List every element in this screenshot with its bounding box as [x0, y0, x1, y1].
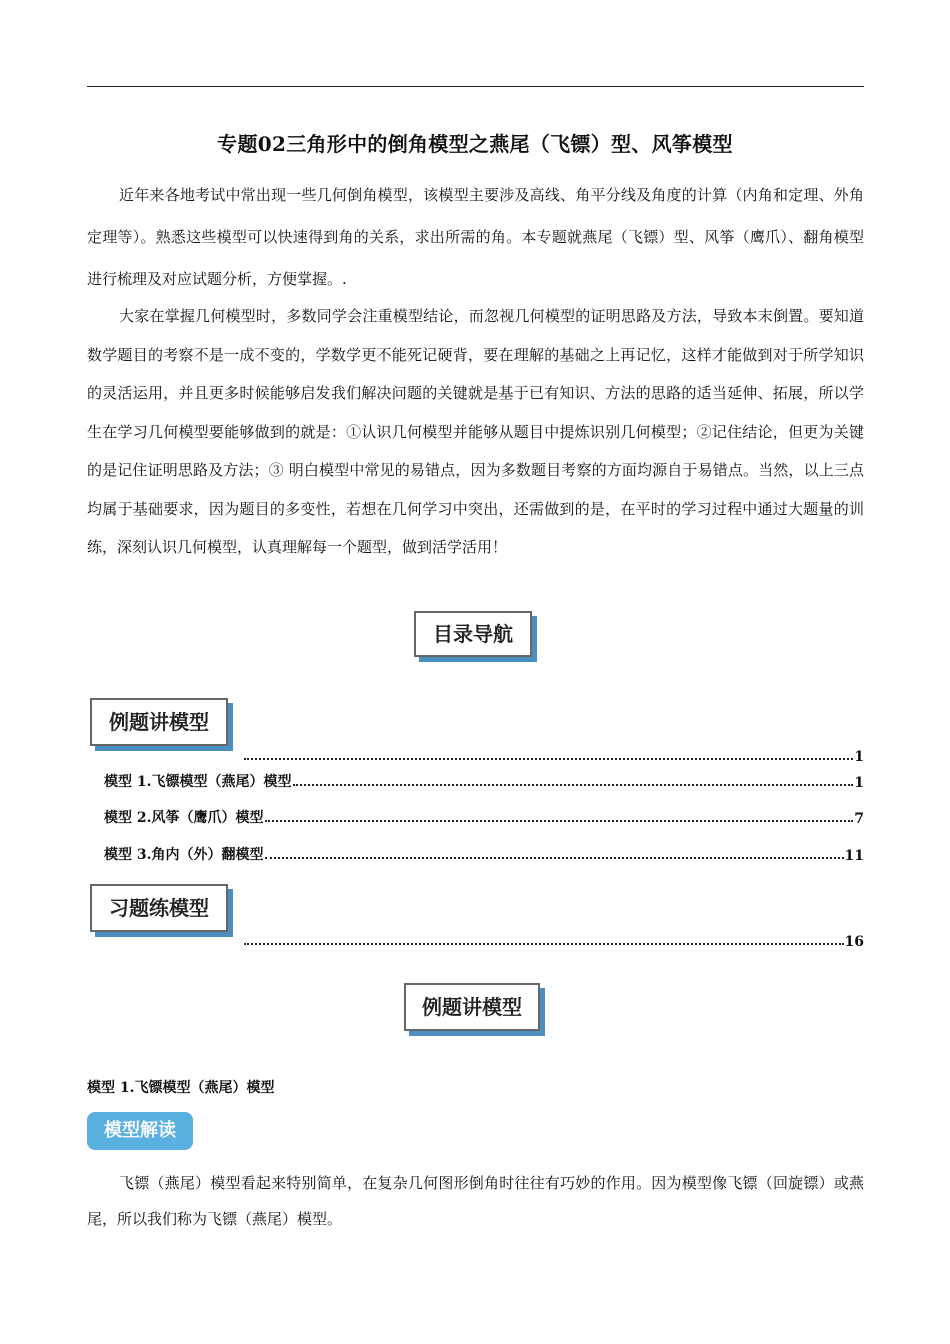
- toc-banner: 目录导航: [414, 611, 532, 657]
- model-interpretation-pill: 模型解读: [87, 1112, 193, 1150]
- leader-dots: [244, 758, 853, 760]
- section-banner: 例题讲模型: [404, 983, 540, 1031]
- section-paragraph: 飞镖（燕尾）模型看起来特别简单，在复杂几何图形倒角时往往有巧妙的作用。因为模型像飞镖（回旋镖）或燕尾，所以我们称为飞镖（燕尾）模型。: [87, 1174, 864, 1228]
- toc-entry-model-2[interactable]: [104, 805, 864, 827]
- toc-entry-model-1[interactable]: [104, 769, 864, 791]
- toc-page-number: 1: [854, 749, 864, 765]
- leader-dots: [265, 820, 854, 822]
- section-heading: 模型 1.飞镖模型（燕尾）模型: [87, 1080, 275, 1096]
- leader-dots: [244, 943, 844, 945]
- toc-entry-model-3[interactable]: [104, 842, 864, 864]
- toc-page-number: 11: [844, 848, 864, 864]
- leader-dots: [265, 857, 844, 859]
- intro-paragraph-1: 近年来各地考试中常出现一些几何倒角模型，该模型主要涉及高线、角平分线及角度的计算（内角和定理、外角定理等）。熟悉这些模型可以快速得到角的关系，求出所需的角。本专题就燕尾（飞镖）型、风筝（鹰爪）、翻角模型进行梳理及对应试题分析，方便掌握。.: [87, 186, 864, 288]
- toc-page-number: 16: [844, 934, 864, 950]
- toc-exercises-banner: 习题练模型: [90, 884, 228, 932]
- toc-entry-label: 模型 1.飞镖模型（燕尾）模型: [104, 774, 292, 790]
- toc-examples-banner: 例题讲模型: [90, 698, 228, 746]
- header-rule: [87, 86, 864, 87]
- toc-entry-label: 模型 2.风筝（鹰爪）模型: [104, 810, 264, 826]
- page-title: 专题02三角形中的倒角模型之燕尾（飞镖）型、风筝模型: [217, 132, 733, 156]
- intro-paragraph-2: 大家在掌握几何模型时，多数同学会注重模型结论，而忽视几何模型的证明思路及方法，导致本末倒置。要知道数学题目的考察不是一成不变的，学数学更不能死记硬背，要在理解的基础之上再记忆，这样才能做到对于所学知识的灵活运用，并且更多时候能够启发我们解决问题的关键就是基于已有知识、方法的思路的适当延伸、拓展，所以学生在学习几何模型要能够做到的就是：①认识几何模型并能够从题目中提炼识别几何模型；②记住结论，但更为关键的是记住证明思路及方法；③ 明白模型中常见的易错点，因为多数题目考察的方面均源自于易错点。当然，以上三点均属于基础要求，因为题目的多变性，若想在几何学习中突出，还需做到的是，在平时的学习过程中通过大题量的训练，深刻认识几何模型，认真理解每一个题型，做到活学活用！: [87, 307, 864, 556]
- toc-exercises-entry[interactable]: [243, 928, 864, 950]
- toc-page-number: 1: [854, 775, 864, 791]
- toc-examples-entry[interactable]: [243, 743, 864, 765]
- toc-page-number: 7: [854, 811, 864, 827]
- toc-entry-label: 模型 3.角内（外）翻模型: [104, 847, 264, 863]
- leader-dots: [293, 784, 854, 786]
